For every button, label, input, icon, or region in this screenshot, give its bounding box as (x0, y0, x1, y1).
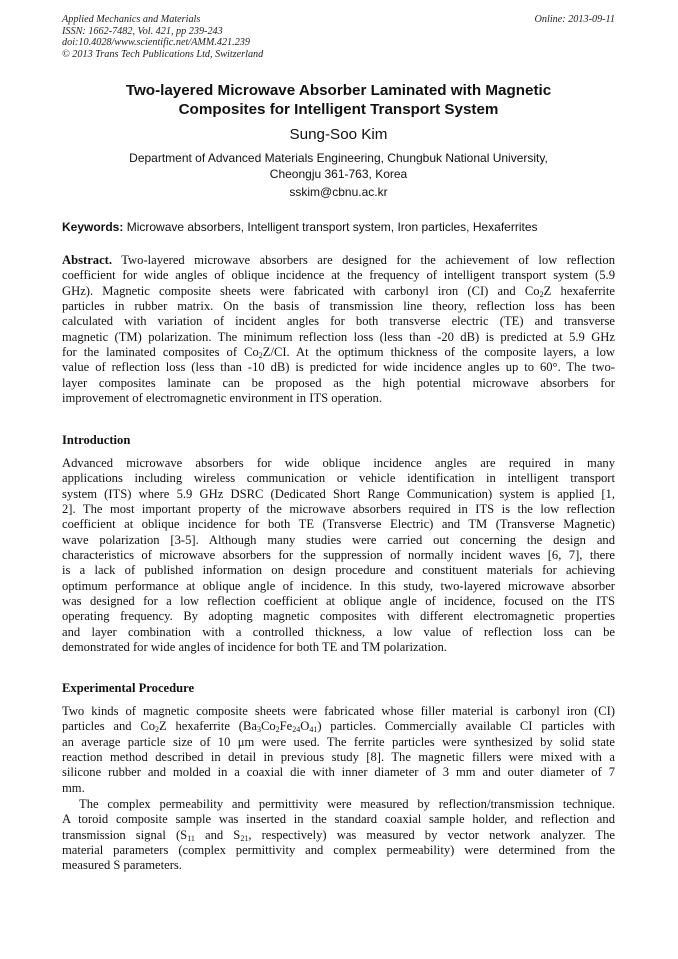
intro-line: wave polarization [3-5]. Although many studies were carried out concerning the design and (62, 532, 615, 547)
online-date: Online: 2013-09-11 (534, 14, 615, 25)
abstract-line: layer composites laminate can be proposed as the high potential microwave absorbers for (62, 375, 615, 390)
intro-line: optimum performance at oblique angle of incidence. In this study, two-layered microwave absorber (62, 578, 615, 593)
abstract (62, 253, 615, 406)
author-name: Sung-Soo Kim (289, 126, 388, 143)
paper-title (62, 81, 615, 119)
intro-line: demonstrated for wide angles of incidence for both TE and TM polarization. (62, 640, 447, 655)
intro-line: operating frequency. By adopting magnetic composites with different electromagnetic properties (62, 609, 615, 624)
abstract-line: coefficient for wide angles of oblique incidence at the frequency of intelligent transport system (5.9 (62, 268, 615, 283)
abstract-line: GHz). Magnetic composite sheets were fabricated with carbonyl iron (CI) and $Co_2Z$ hexaferrite (62, 283, 615, 299)
exp-line: material parameters (complex permittivity and complex permeability) were determined from the (62, 843, 615, 858)
affiliation-line-1: Department of Advanced Materials Engineering, Chungbuk National University, (129, 151, 548, 165)
experimental-paragraph-1 (62, 704, 615, 796)
keywords (62, 220, 615, 235)
exp-line: reaction method described in detail in previous study [8]. The magnetic fillers were mixed with a (62, 750, 615, 765)
abstract-line: Abstract. Two-layered microwave absorbers are designed for the achievement of low reflection (62, 253, 615, 267)
abstract-label: Abstract. (62, 253, 113, 267)
journal-name: Applied Mechanics and Materials (62, 14, 201, 25)
intro-line: applications including wireless communication or vehicle identification in intelligent transport (62, 471, 615, 486)
exp-line: mm. (62, 780, 85, 795)
introduction-heading: Introduction (62, 433, 131, 447)
experimental-paragraph-2 (62, 797, 615, 874)
experimental-heading: Experimental Procedure (62, 681, 195, 695)
issn-line: ISSN: 1662-7482, Vol. 421, pp 239-243 (62, 25, 223, 37)
abstract-line: for the laminated composites of $Co_2Z/CI$. At the optimum thickness of the composite layers, a low (62, 345, 615, 361)
author-email[interactable]: sskim@cbnu.ac.kr (289, 185, 388, 199)
intro-line: coefficient at oblique incidence for both TE (Transverse Electric) and TM (Transverse Magnetic) (62, 517, 615, 532)
exp-line: an average particle size of 10 μm were used. The ferrite particles were synthesized by solid state (62, 734, 615, 749)
exp-line: Two kinds of magnetic composite sheets were fabricated whose filler material is carbonyl iron (CI) (62, 704, 615, 718)
keywords-label: Keywords: (62, 220, 124, 234)
abstract-line: value of reflection loss (less than -10 dB) is predicted for wide incidence angles up to 60°. The two- (62, 360, 615, 375)
abstract-line: particles in rubber matrix. On the basis of transmission line theory, reflection loss has been (62, 299, 615, 314)
intro-line: Advanced microwave absorbers for wide oblique incidence angles are required in many (62, 456, 615, 470)
intro-line: 2]. The most important property of the microwave absorbers required in ITS is the low reflection (62, 502, 615, 517)
abstract-line: calculated with variation of incident angles for both transverse electric (TE) and transverse (62, 314, 615, 329)
title-line-2: Composites for Intelligent Transport System (178, 101, 499, 118)
exp-line: The complex permeability and permittivity were measured by reflection/transmission technique. (79, 797, 615, 811)
keywords-text: Microwave absorbers, Intelligent transport system, Iron particles, Hexaferrites (123, 220, 538, 234)
intro-line: system (ITS) where 5.9 GHz DSRC (Dedicated Short Range Communication) system is applied [1, (62, 486, 615, 501)
abstract-line: improvement of electromagnetic environment in ITS operation. (62, 391, 382, 406)
intro-line: and layer combination with a controlled thickness, a low value of reflection loss can be (62, 624, 615, 639)
intro-line: is a lack of published information on design procedure and constituent materials for achieving (62, 563, 615, 578)
affiliation-line-2: Cheongju 361-763, Korea (269, 167, 408, 181)
exp-line: silicone rubber and molded in a coaxial die with inner diameter of 3 mm and outer diameter of 7 (62, 765, 615, 780)
introduction-body (62, 456, 615, 655)
abstract-line: magnetic (TM) polarization. The minimum reflection loss (less than -20 dB) is predicted at 5.9 GHz (62, 329, 615, 344)
intro-line: was designed for a low reflection coefficient at oblique angle of incidence, focused on the ITS (62, 594, 615, 609)
exp-line: A toroid composite sample was inserted in the standard coaxial sample holder, and reflection and (62, 812, 615, 827)
exp-line: particles and $Co_2Z$ hexaferrite $(Ba_3Co_2Fe_{24}O_{41})$ particles. Commercially available CI particles with (62, 719, 615, 735)
affiliation (62, 150, 615, 182)
exp-line: measured S parameters. (62, 858, 182, 873)
copyright-line: © 2013 Trans Tech Publications Ltd, Switzerland (62, 48, 264, 60)
doi-line: doi:10.4028/www.scientific.net/AMM.421.239 (62, 37, 250, 49)
exp-line: transmission signal ($S_{11}$ and $S_{21}$, respectively) was measured by vector network analyzer. The (62, 827, 616, 843)
journal-header (62, 14, 615, 60)
title-line-1: Two-layered Microwave Absorber Laminated with Magnetic (125, 82, 552, 99)
intro-line: characteristics of microwave absorbers for the suppression of normally incident waves [6, 7], there (62, 548, 615, 563)
